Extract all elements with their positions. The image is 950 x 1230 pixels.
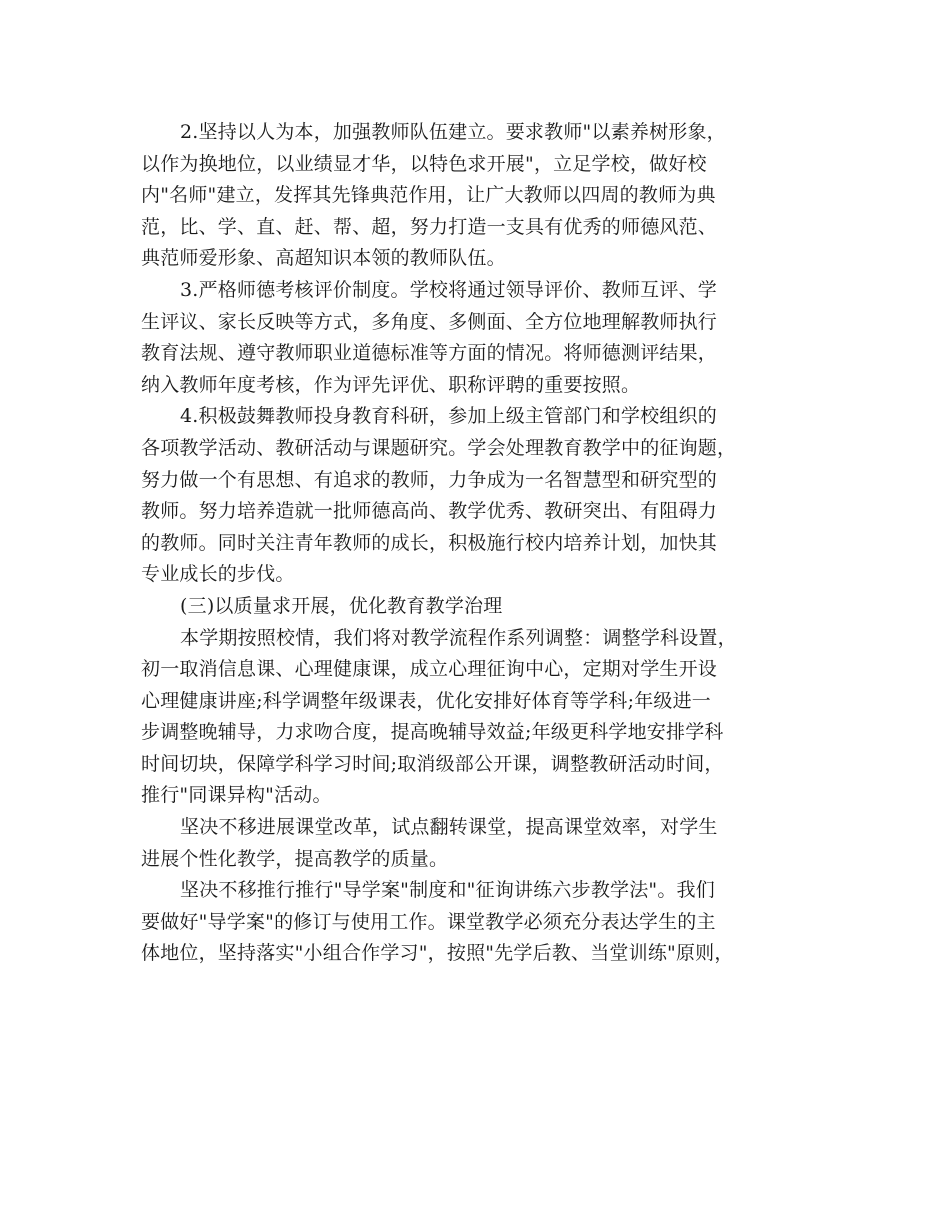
text-line: 坚决不移推行推行"导学案"制度和"征询讲练六步教学法"。我们	[180, 879, 715, 902]
text-line: 各项教学活动、教研活动与课题研究。学会处理教育教学中的征询题，	[141, 436, 737, 459]
section-heading: (三)以质量求开展，优化教育教学治理	[180, 594, 503, 617]
text-line: 典范师爱形象、高超知识本领的教师队伍。	[141, 247, 506, 270]
text-line: 的教师。同时关注青年教师的成长，积极施行校内培养计划，加快其	[141, 531, 718, 554]
text-line: 坚决不移进展课堂改革，试点翻转课堂，提高课堂效率，对学生	[180, 816, 718, 839]
text-line: 初一取消信息课、心理健康课，成立心理征询中心，定期对学生开设	[141, 658, 718, 681]
text-line: 专业成长的步伐。	[141, 563, 295, 586]
text-line: 3.严格师德考核评价制度。学校将通过领导评价、教师互评、学	[180, 278, 717, 301]
text-line: 要做好"导学案"的修订与使用工作。课堂教学必须充分表达学生的主	[141, 910, 716, 933]
text-line: 纳入教师年度考核，作为评先评优、职称评聘的重要按照。	[141, 373, 641, 396]
text-line: 2.坚持以人为本，加强教师队伍建立。要求教师"以素养树形象，	[180, 121, 726, 143]
text-line: 教育法规、遵守教师职业道德标准等方面的情况。将师德测评结果，	[141, 342, 718, 365]
text-line: 推行"同课异构"活动。	[141, 784, 332, 807]
text-line: 范，比、学、直、赶、帮、超，努力打造一支具有优秀的师德风范、	[141, 215, 718, 238]
text-line: 本学期按照校情，我们将对教学流程作系列调整：调整学科设置，	[180, 626, 737, 649]
text-line: 内"名师"建立，发挥其先锋典范作用，让广大教师以四周的教师为典	[141, 184, 716, 207]
text-line: 时间切块，保障学科学习时间;取消级部公开课，调整教研活动时间，	[141, 752, 724, 775]
text-line: 努力做一个有思想、有追求的教师，力争成为一名智慧型和研究型的	[141, 468, 718, 491]
text-line: 步调整晚辅导，力求吻合度，提高晚辅导效益;年级更科学地安排学科	[141, 721, 724, 744]
text-line: 教师。努力培养造就一批师德高尚、教学优秀、教研突出、有阻碍力	[141, 500, 718, 523]
text-line: 体地位，坚持落实"小组合作学习"，按照"先学后教、当堂训练"原则，	[141, 942, 734, 965]
document-body	[141, 117, 831, 970]
text-line: 进展个性化教学，提高教学的质量。	[141, 847, 449, 870]
text-line: 生评议、家长反映等方式，多角度、多侧面、全方位地理解教师执行	[141, 310, 718, 333]
text-line: 心理健康讲座;科学调整年级课表，优化安排好体育等学科;年级进一	[141, 689, 712, 712]
text-line: 4.积极鼓舞教师投身教育科研，参加上级主管部门和学校组织的	[180, 405, 717, 428]
text-line: 以作为换地位，以业绩显才华，以特色求开展"，立足学校，做好校	[141, 152, 707, 175]
